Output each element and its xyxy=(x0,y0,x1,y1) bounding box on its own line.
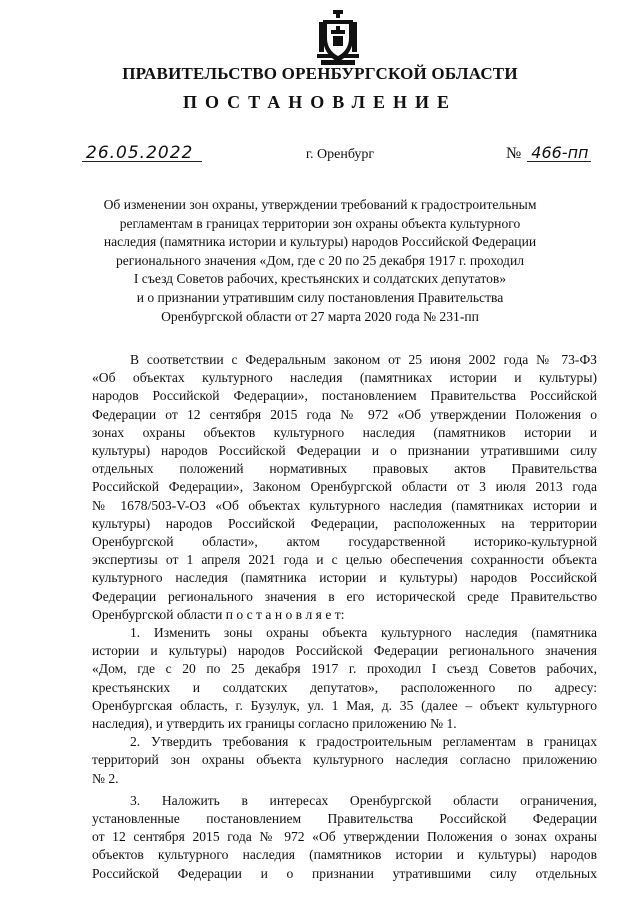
title-line: наследия (памятника истории и культуры) народов Российской Федерации xyxy=(103,234,537,250)
title-line: Оренбургской области от 27 марта 2020 года № 231-пп xyxy=(161,308,479,324)
title-line: регионального значения «Дом, где с 20 по 25 декабря 1917 г. проходил xyxy=(115,252,525,268)
document-title xyxy=(80,196,560,326)
document-date: 26.05.2022 xyxy=(86,143,194,163)
preamble-paragraph xyxy=(92,351,597,624)
text-line: культурного наследия (памятника истории и культуры) народов Российской xyxy=(92,570,597,586)
coat-of-arms-icon xyxy=(317,10,359,66)
text-line: № 2. xyxy=(92,770,119,786)
text-line: Российской Федерации», Законом Оренбургской области от 3 июля 2013 года xyxy=(92,479,597,495)
text-line: Федерации от 12 сентября 2015 года № 972 «Об утверждении Положения о xyxy=(92,406,597,422)
item-1-paragraph xyxy=(92,624,597,733)
text-line: 3. Наложить в интересах Оренбургской области ограничения, xyxy=(130,792,597,808)
title-line: регламентам в границах территории зон охраны объекта культурного xyxy=(119,215,521,231)
text-line: объектов культурного наследия (памятников истории и культуры) народов xyxy=(92,847,597,863)
text-line: Российской Федерации и о признании утратившими силу отдельных xyxy=(92,865,597,881)
document-type: ПОСТАНОВЛЕНИЕ xyxy=(182,92,458,112)
text-line: № 1678/503-V-ОЗ «Об объектах культурного наследия (памятниках истории и xyxy=(92,497,597,513)
text-line: «Об объектах культурного наследия (памятниках истории и культуры) xyxy=(92,370,597,386)
number-value: 466-пп xyxy=(531,143,589,162)
text-line: Оренбургской области п о с т а н о в л я е т: xyxy=(92,606,345,622)
text-line: экспертизы от 1 апреля 2021 года и с целью обеспечения сохранности объекта xyxy=(92,552,597,568)
text-line: Федерации регионального значения в его исторической среде Правительство xyxy=(92,588,597,604)
item-3-paragraph xyxy=(92,792,597,883)
title-line: и о признании утратившим силу постановления Правительства xyxy=(136,289,504,305)
document-number xyxy=(506,143,589,163)
text-line: от 12 сентября 2015 года № 972 «Об утверждении Положения о зонах охраны xyxy=(92,829,597,845)
item-2-paragraph xyxy=(92,733,597,788)
text-line: культуры) народов Российской Федерации и о признании утратившими силу xyxy=(92,443,597,459)
text-line: отдельных положений нормативных правовых актов Правительства xyxy=(92,461,597,477)
number-underline xyxy=(527,161,591,162)
text-line: зонах охраны объектов культурного наследия (памятников истории и xyxy=(92,424,597,440)
text-line: народов Российской Федерации», постановлением Правительства Российской xyxy=(92,388,597,404)
text-line: В соответствии с Федеральным законом от 25 июня 2002 года № 73-ФЗ xyxy=(130,352,597,367)
organization-name: ПРАВИТЕЛЬСТВО ОРЕНБУРГСКОЙ ОБЛАСТИ xyxy=(122,64,518,83)
text-line: истории и культуры) народов Российской Федерации регионального значения xyxy=(92,643,597,659)
text-line: территорий зон охраны объекта культурного наследия согласно приложению xyxy=(92,752,597,768)
document-body xyxy=(92,351,597,883)
text-line: 1. Изменить зоны охраны объекта культурного наследия (памятника xyxy=(130,625,597,641)
text-line: культуры) народов Российской Федерации, расположенных на территории xyxy=(92,515,597,531)
document-city: г. Оренбург xyxy=(305,147,375,162)
title-line: I съезд Советов рабочих, крестьянских и солдатских депутатов» xyxy=(133,271,507,287)
text-line: крестьянских и солдатских депутатов», расположенного по адресу: xyxy=(92,679,597,695)
text-line: наследия), и утвердить их границы согласно приложению № 1. xyxy=(92,716,457,732)
title-line: Об изменении зон охраны, утверждении требований к градостроительным xyxy=(103,197,537,212)
text-line: 2. Утвердить требования к градостроительным регламентам в границах xyxy=(130,734,597,750)
text-line: «Дом, где с 20 по 25 декабря 1917 г. проходил I съезд Советов рабочих, xyxy=(92,661,597,677)
number-label: № xyxy=(506,145,522,162)
text-line: Оренбургская область, г. Бузулук, ул. 1 Мая, д. 35 (далее – объект культурного xyxy=(92,697,597,713)
text-line: установленные постановлением Правительства Российской Федерации xyxy=(92,811,597,827)
text-line: Оренбургской области», актом государственной историко-культурной xyxy=(92,534,597,550)
